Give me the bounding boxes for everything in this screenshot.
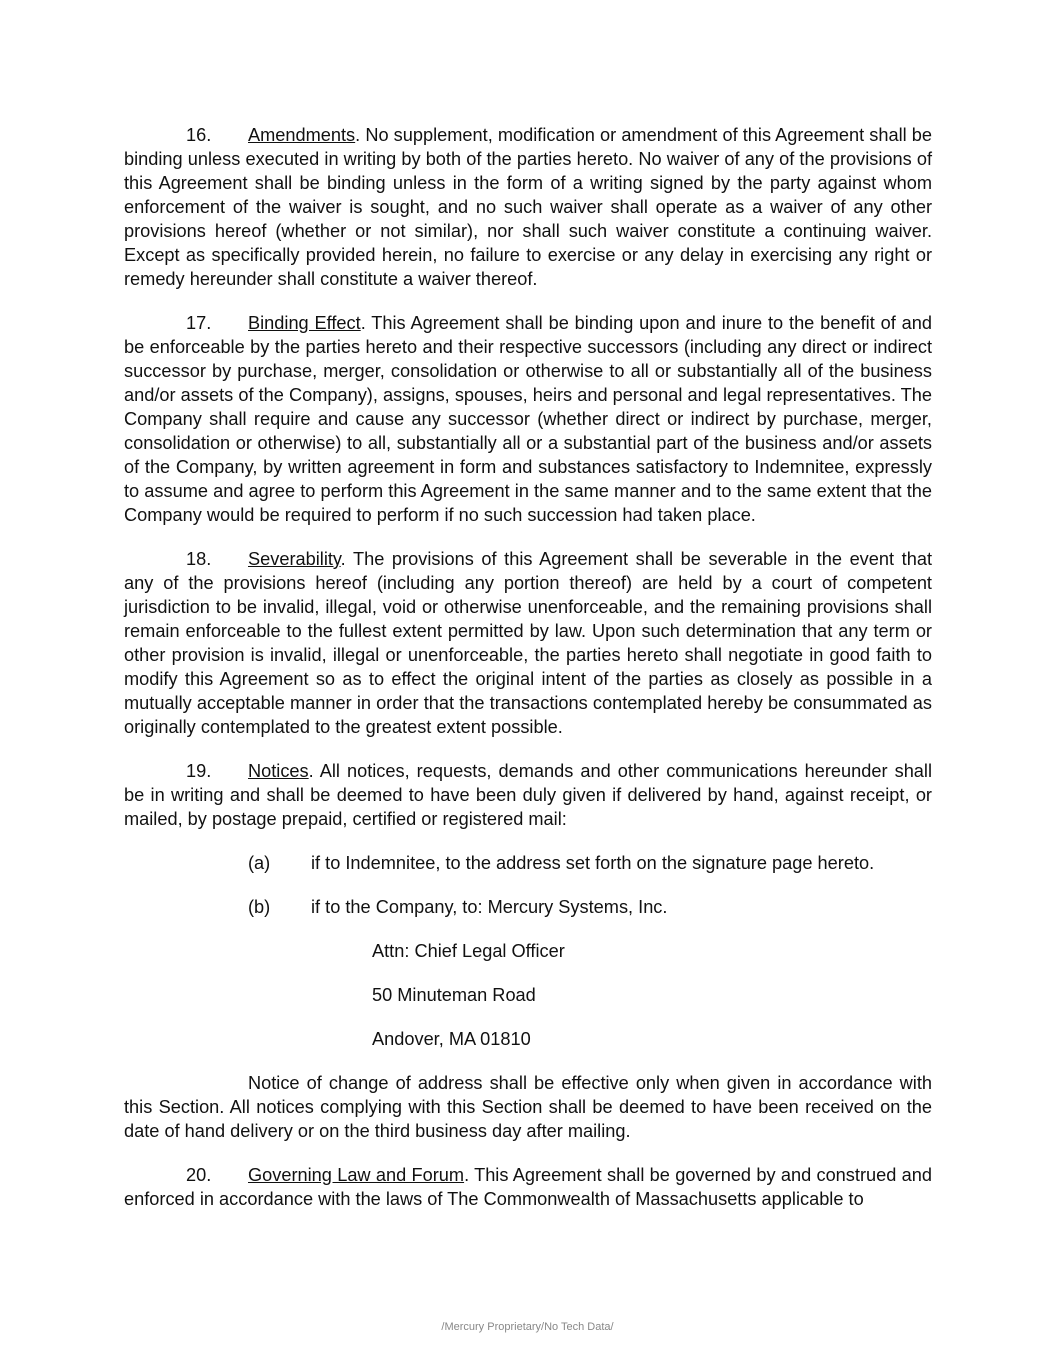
section-16: [124, 123, 932, 291]
section-text: . This Agreement shall be binding upon and inure to the benefit of and be enforceable by the parties hereto and their respective successors (including any direct or indirect successor by purchase, merger, consolidation or otherwise to all or substantially all of the business and/or assets of the Company), assigns, spouses, heirs and personal and legal representatives. The Company shall require and cause any successor (whether direct or indirect by purchase, merger, consolidation or otherwise) to all, substantially all or a substantial part of the business and/or assets of the Company, by written agreement in form and substances satisfactory to Indemnitee, expressly to assume and agree to perform this Agreement in the same manner and to the same extent that the Company would be required to perform if no such succession had taken place.: [124, 313, 932, 525]
section-heading: Severability: [248, 549, 341, 569]
notice-closing: Notice of change of address shall be effective only when given in accordance with this Section. All notices complying with this Section shall be deemed to have been received on the date of hand delivery or on the third business day after mailing.: [124, 1073, 932, 1141]
section-number: 19.: [186, 761, 212, 781]
item-letter: (a): [248, 853, 271, 873]
page-footer: /Mercury Proprietary/No Tech Data/: [441, 1321, 614, 1333]
notice-item-b: [248, 895, 932, 919]
section-number: 18.: [186, 549, 212, 569]
section-heading: Governing Law and Forum: [248, 1165, 465, 1185]
section-number: 20.: [186, 1165, 212, 1185]
item-text: if to the Company, to: Mercury Systems, Inc.: [311, 897, 668, 917]
section-18: [124, 547, 932, 739]
section-text: . This Agreement shall be governed by and construed and enforced in accordance with the laws of The Commonwealth of Massachusetts applicable to: [124, 1165, 932, 1209]
document-page: [124, 123, 932, 1231]
address-city: Andover, MA 01810: [372, 1029, 531, 1049]
item-text: if to Indemnitee, to the address set forth on the signature page hereto.: [311, 853, 875, 873]
section-heading: Notices: [248, 761, 309, 781]
section-text: . No supplement, modification or amendment of this Agreement shall be binding unless executed in writing by both of the parties hereto. No waiver of any of the provisions of this Agreement shall be binding unless in the form of a writing signed by the party against whom enforcement of the waiver is sought, and no such waiver shall operate as a waiver of any other provisions hereof (whether or not similar), nor shall such waiver constitute a continuing waiver. Except as specifically provided herein, no failure to exercise or any delay in exercising any right or remedy hereunder shall constitute a waiver thereof.: [124, 125, 932, 289]
section-19: [124, 759, 932, 831]
section-heading: Binding Effect: [248, 313, 361, 333]
section-text: . All notices, requests, demands and other communications hereunder shall be in writing and shall be deemed to have been duly given if delivered by hand, against receipt, or mailed, by postage prepaid, certified or registered mail:: [124, 761, 932, 829]
section-text: . The provisions of this Agreement shall be severable in the event that any of the provisions hereof (including any portion thereof) are held by a court of competent jurisdiction to be invalid, illegal, void or otherwise unenforceable, and the remaining provisions shall remain enforceable to the fullest extent permitted by law. Upon such determination that any term or other provision is invalid, illegal or unenforceable, the parties hereto shall negotiate in good faith to modify this Agreement so as to effect the original intent of the parties as closely as possible in a mutually acceptable manner in order that the transactions contemplated hereby be consummated as originally contemplated to the greatest extent possible.: [124, 549, 932, 737]
section-17: [124, 311, 932, 527]
notice-item-a: [248, 851, 932, 875]
item-letter: (b): [248, 897, 271, 917]
address-attn: Attn: Chief Legal Officer: [372, 941, 565, 961]
section-number: 16.: [186, 125, 212, 145]
address-street: 50 Minuteman Road: [372, 985, 536, 1005]
section-20: [124, 1163, 932, 1211]
section-number: 17.: [186, 313, 212, 333]
section-heading: Amendments: [248, 125, 356, 145]
